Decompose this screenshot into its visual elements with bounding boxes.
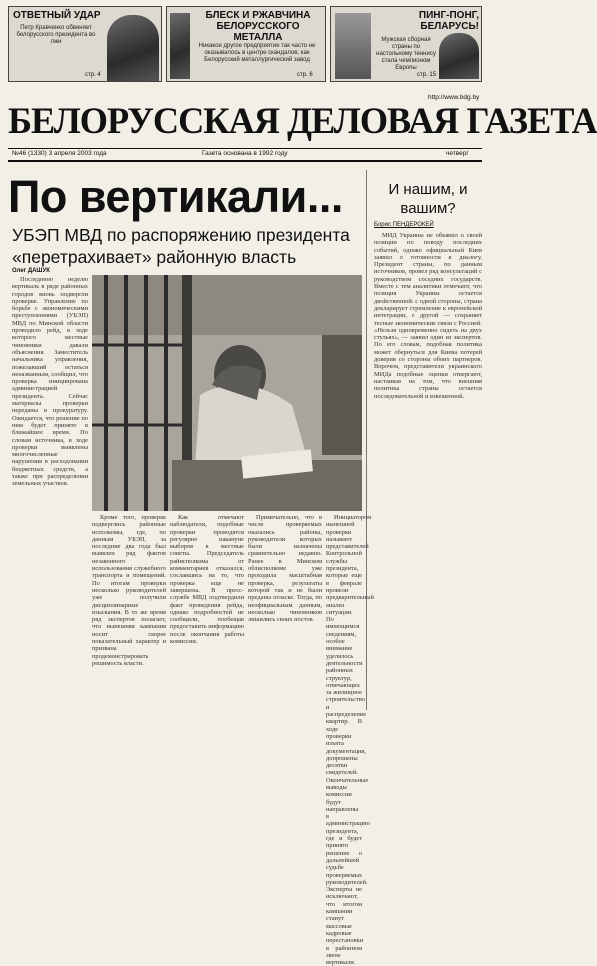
side-headline: И нашим, и вашим?	[388, 181, 468, 217]
teaser-photo-small	[335, 13, 371, 79]
column-divider	[366, 170, 367, 710]
teaser-text: Мужская сборная страны по настольному теннису стала чемпионом Европы	[376, 37, 436, 71]
side-column-text	[374, 232, 482, 712]
article-column-3	[170, 514, 244, 712]
teaser-text: Никакое другое предприятие так часто не оказывалось в центре скандалов, как Белорусский металлургический завод	[198, 43, 316, 63]
column-text: Кроме того, проверке подверглись районные исполкомы, где, по данным УБЭП, за последние два года был выявлен ряд фактов незаконного использования служебного транспорта и помещений. По итогам проверки несколько руководителей уже получили дисциплинарные взыскания. В то же время ряд экспертов полагает, что нынешняя кампания носит скорее показательный характер и призвана продемонстрировать решимость власти.	[92, 514, 166, 667]
photo-illustration	[92, 275, 362, 511]
teaser-page: стр. 6	[297, 72, 313, 78]
article-column-5b	[326, 514, 374, 966]
side-byline: Борис ПЕНДЕРОКЕЙ	[374, 222, 434, 228]
column-text: Последнюю неделю вертикаль в ряде районных городов вновь подвергли проверке. Управление по борьбе с экономическими преступлениями (УБЭП) МВД по Минской области проводило рейд, в ходе которого местные чиновники давали объяснения. Заместитель начальника управления, пожелавший остаться неназванным, сообщил, что проверка инициирована администрацией президента. Сейчас материалы проверки переданы в прокуратуру. Ожидается, что решение по ним будет принято в ближайшее время. По словам источника, в ходе проверки выявлены многочисленные нарушения в расходовании бюджетных средств, а также при распределении земельных участков.	[12, 276, 88, 488]
teaser-text: Петр Кравченко обвиняет белорусского президента во лжи	[16, 25, 96, 45]
teaser-photo	[170, 13, 190, 79]
masthead-rule-bottom	[8, 160, 482, 162]
teaser-photo	[439, 33, 479, 79]
weekday: четверг	[446, 150, 469, 157]
teaser-2[interactable]	[166, 6, 326, 82]
teaser-photo	[107, 15, 159, 81]
teaser-1[interactable]	[8, 6, 162, 82]
teaser-page: стр. 4	[85, 72, 101, 78]
column-text: Инициатором нынешней проверки называют представителей Контрольной службы президента, которые еще в феврале провели предварительный анализ ситуации. По имеющимся сведениям, особое внимание уделялось деятельности районных структур, отвечающих за жилищное строительство и распределение квартир. В ходе проверки изъята документация, допрошены десятки свидетелей. Окончательные выводы комиссии будут направлены в администрацию президента, где и будет принято решение о дальнейшей судьбе проверяемых руководителей. Эксперты не исключают, что итогом кампании станут массовые кадровые перестановки в районном звене вертикали.	[326, 514, 374, 966]
article-column-1	[12, 276, 88, 712]
teaser-3[interactable]	[330, 6, 482, 82]
masthead-rule-top	[8, 148, 482, 149]
main-subheadline: УБЭП МВД по распоряжению президента «перетрахивает» районную власть	[12, 225, 350, 267]
article-column-4	[248, 514, 322, 712]
website-url[interactable]: http://www.bdg.by	[428, 94, 480, 101]
teaser-page: стр. 15	[417, 72, 437, 78]
teaser-title: ОТВЕТНЫЙ УДАР	[13, 10, 101, 21]
column-text: Примечательно, что в числе проверяемых оказались районы, руководители которых были назначены сравнительно недавно. Ранее в Минском облисполкоме уже проходила масштабная проверка, результаты которой так и не были преданы огласке. Тогда, по неофициальным данным, несколько чиновников лишились своих постов.	[248, 514, 322, 624]
founded-info: Газета основана в 1992 году	[202, 150, 288, 157]
teaser-title: БЛЕСК И РЖАВЧИНА БЕЛОРУССКОГО МЕТАЛЛА	[205, 10, 311, 43]
masthead-title: БЕЛОРУССКАЯ ДЕЛОВАЯ ГАЗЕТА	[8, 101, 597, 142]
main-photo	[92, 275, 362, 511]
column-text: Как отмечают наблюдатели, подобные проверки проводятся регулярно накануне выборов в местные советы. Председатель райисполкома от комментариев отказался, сославшись на то, что проверка еще не завершена. В пресс-службе МВД подтвердили факт проведения рейда, однако подробностей не сообщили, пообещав предоставить информацию после окончания работы комиссии.	[170, 514, 244, 646]
main-headline: По вертикали...	[8, 171, 343, 222]
teaser-title: ПИНГ-ПОНГ, БЕЛАРУСЬ!	[418, 10, 479, 32]
issue-info: №46 (1330) 3 апреля 2003 года	[12, 150, 107, 157]
column-text: МИД Украины не объявил о своей позиции по поводу последних событий, однако официальный Киев заявил о готовности к диалогу. Президент страны, по данным источников, провел ряд консультаций с руководством соседних государств. Вместе с тем аналитики отмечают, что позиция Украины остается двойственной: с одной стороны, страна декларирует стремление к европейской интеграции, с другой — сохраняет тесные экономические связи с Россией. «Нельзя одновременно сидеть на двух стульях», — заявил один из экспертов. По его словам, подобная политика может обернуться для Киева потерей доверия со стороны обоих партнеров. Впрочем, представители украинского МИДа подобные оценки отвергают, настаивая на том, что внешняя политика страны остается последовательной и взвешенной.	[374, 232, 482, 400]
article-column-2	[92, 514, 166, 712]
main-byline: Олег ДАШУК	[12, 268, 50, 274]
